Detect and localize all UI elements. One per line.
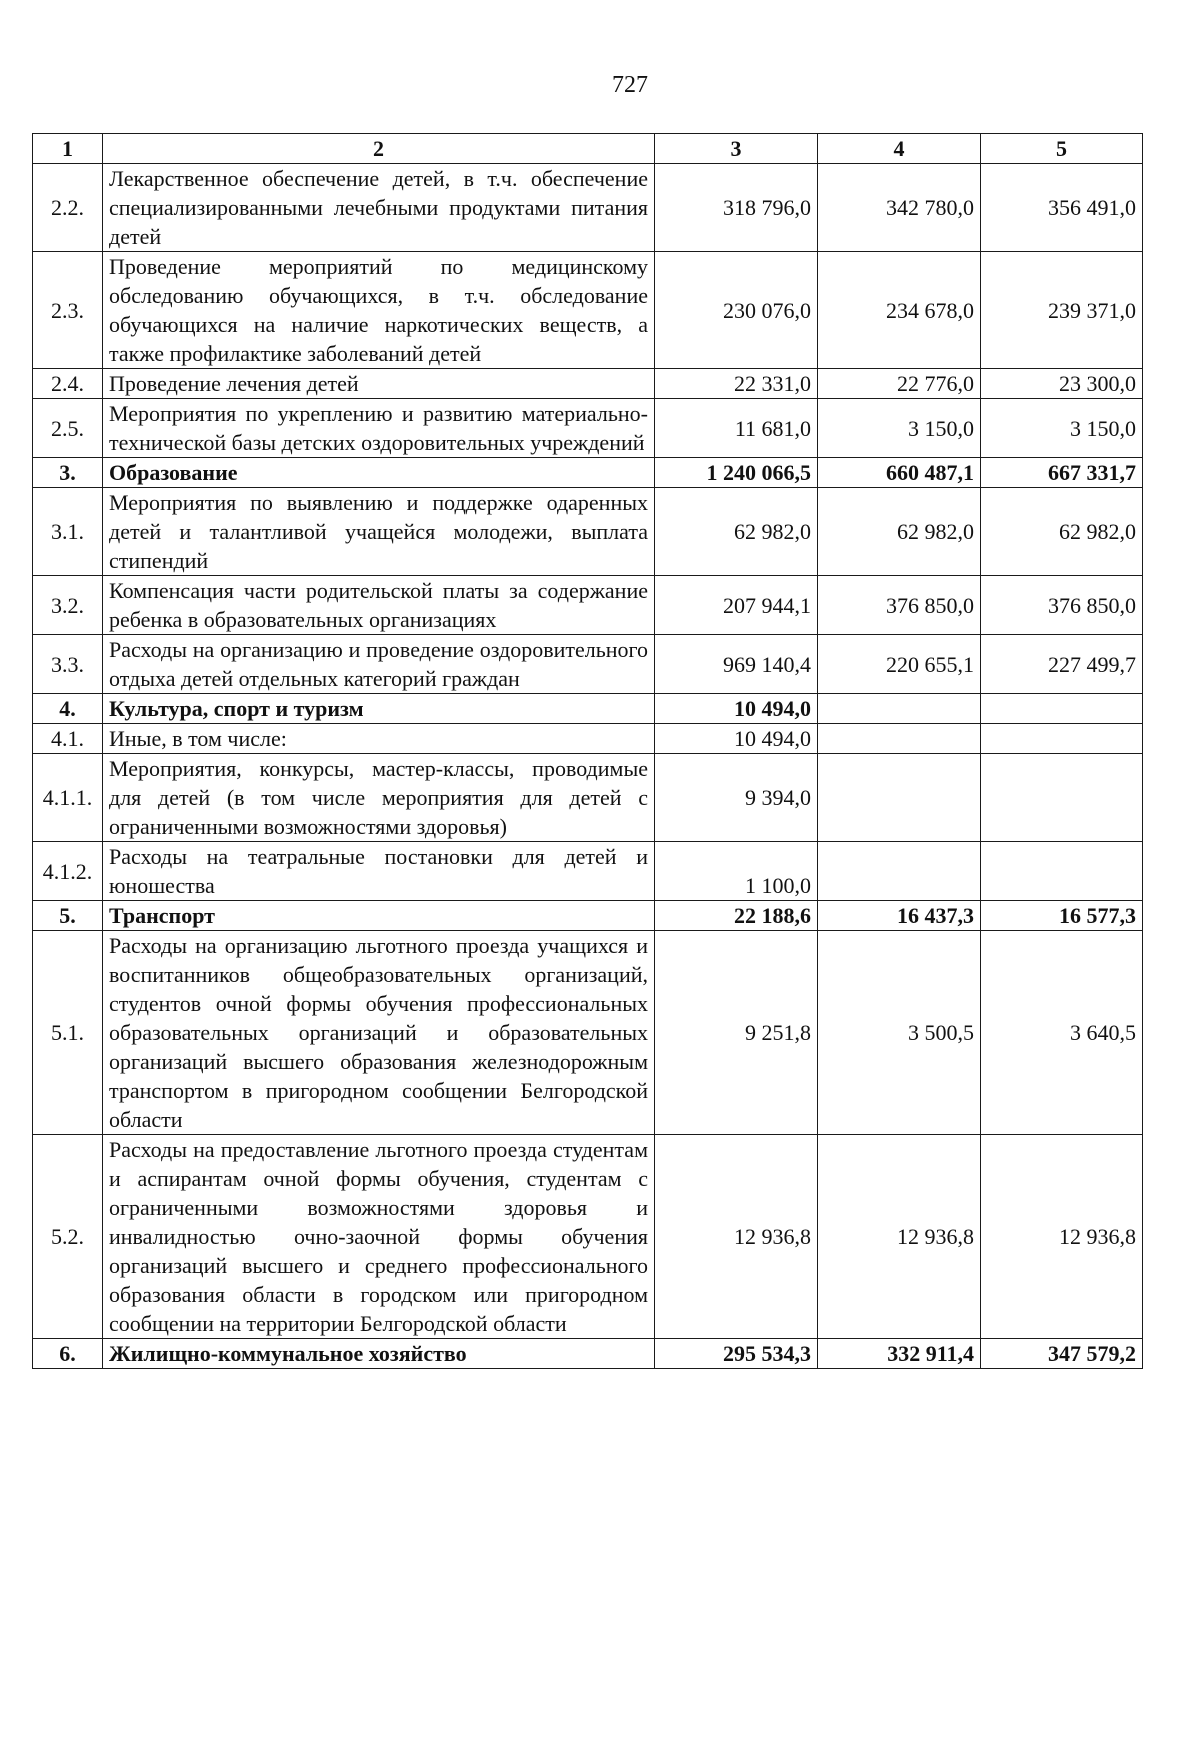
row-value-col3: 1 100,0 [655,842,818,901]
row-number: 2.3. [33,252,103,369]
section-total-col5: 667 331,7 [981,458,1143,488]
row-description: Мероприятия по выявлению и поддержке одаренных детей и талантливой учащейся молодежи, выплата стипендий [103,488,655,576]
section-number: 3. [33,458,103,488]
row-value-col4: 62 982,0 [818,488,981,576]
row-value-col3: 22 331,0 [655,369,818,399]
row-value-col3: 9 394,0 [655,754,818,842]
row-value-col4: 234 678,0 [818,252,981,369]
section-total-col3: 10 494,0 [655,694,818,724]
row-value-col5: 3 640,5 [981,931,1143,1135]
header-cell-1: 1 [33,134,103,164]
row-value-col4: 3 500,5 [818,931,981,1135]
row-number: 5.2. [33,1135,103,1339]
row-description: Проведение мероприятий по медицинскому обследованию обучающихся, в т.ч. обследование обучающихся на наличие наркотических веществ, а также профилактике заболеваний детей [103,252,655,369]
row-value-col4: 376 850,0 [818,576,981,635]
row-description: Лекарственное обеспечение детей, в т.ч. обеспечение специализированными лечебными продуктами питания детей [103,164,655,252]
header-row [33,134,1143,164]
section-total-col5 [981,694,1143,724]
header-cell-2: 2 [103,134,655,164]
row-number: 4.1.2. [33,842,103,901]
row-value-col4: 3 150,0 [818,399,981,458]
row-number: 3.1. [33,488,103,576]
row-value-col4 [818,724,981,754]
table-row [33,576,1143,635]
row-value-col3: 62 982,0 [655,488,818,576]
row-value-col3: 10 494,0 [655,724,818,754]
row-value-col3: 318 796,0 [655,164,818,252]
row-value-col3: 11 681,0 [655,399,818,458]
row-value-col5: 227 499,7 [981,635,1143,694]
table-row [33,164,1143,252]
row-value-col3: 207 944,1 [655,576,818,635]
row-number: 4.1. [33,724,103,754]
section-title: Образование [103,458,655,488]
row-value-col3: 12 936,8 [655,1135,818,1339]
row-value-col3: 969 140,4 [655,635,818,694]
budget-table [32,133,1143,1369]
row-value-col3: 9 251,8 [655,931,818,1135]
section-title: Жилищно-коммунальное хозяйство [103,1339,655,1369]
row-description: Мероприятия по укреплению и развитию материально-технической базы детских оздоровительных учреждений [103,399,655,458]
section-total-col4 [818,694,981,724]
row-value-col5: 239 371,0 [981,252,1143,369]
section-number: 5. [33,901,103,931]
section-row [33,694,1143,724]
section-total-col3: 1 240 066,5 [655,458,818,488]
row-value-col5: 12 936,8 [981,1135,1143,1339]
section-total-col4: 332 911,4 [818,1339,981,1369]
row-value-col5 [981,754,1143,842]
header-cell-4: 4 [818,134,981,164]
section-total-col4: 16 437,3 [818,901,981,931]
row-value-col4: 12 936,8 [818,1135,981,1339]
table-row [33,635,1143,694]
section-total-col4: 660 487,1 [818,458,981,488]
row-value-col5 [981,842,1143,901]
row-value-col4 [818,842,981,901]
row-value-col5: 356 491,0 [981,164,1143,252]
table-row [33,488,1143,576]
section-row [33,901,1143,931]
section-total-col3: 22 188,6 [655,901,818,931]
section-total-col5: 16 577,3 [981,901,1143,931]
table-row [33,399,1143,458]
section-title: Культура, спорт и туризм [103,694,655,724]
row-value-col4: 220 655,1 [818,635,981,694]
row-description: Расходы на театральные постановки для детей и юношества [103,842,655,901]
header-cell-5: 5 [981,134,1143,164]
table-row [33,724,1143,754]
row-description: Расходы на предоставление льготного проезда студентам и аспирантам очной формы обучения, студентам с ограниченными возможностями здоровья и инвалидностью очно-заочной формы обучения организаций высшего и среднего профессионального образования области в городском или пригородном сообщении на территории Белгородской области [103,1135,655,1339]
row-number: 2.2. [33,164,103,252]
row-value-col3: 230 076,0 [655,252,818,369]
section-total-col5: 347 579,2 [981,1339,1143,1369]
section-number: 6. [33,1339,103,1369]
row-value-col5: 62 982,0 [981,488,1143,576]
table-row [33,252,1143,369]
page-number: 727 [612,72,648,98]
row-value-col4: 342 780,0 [818,164,981,252]
row-description: Мероприятия, конкурсы, мастер-классы, проводимые для детей (в том числе мероприятия для детей с ограниченными возможностями здоровья) [103,754,655,842]
row-description: Расходы на организацию льготного проезда учащихся и воспитанников общеобразовательных организаций, студентов очной формы обучения профессиональных образовательных организаций и образовательных организаций высшего образования железнодорожным транспортом в пригородном сообщении Белгородской области [103,931,655,1135]
row-value-col5: 23 300,0 [981,369,1143,399]
section-title: Транспорт [103,901,655,931]
row-value-col5 [981,724,1143,754]
table-row [33,931,1143,1135]
header-cell-3: 3 [655,134,818,164]
row-value-col5: 3 150,0 [981,399,1143,458]
row-value-col4: 22 776,0 [818,369,981,399]
section-number: 4. [33,694,103,724]
row-number: 3.3. [33,635,103,694]
row-number: 2.5. [33,399,103,458]
section-row [33,458,1143,488]
section-total-col3: 295 534,3 [655,1339,818,1369]
row-number: 5.1. [33,931,103,1135]
table-row [33,1135,1143,1339]
table-row [33,842,1143,901]
row-number: 2.4. [33,369,103,399]
row-description: Иные, в том числе: [103,724,655,754]
row-description: Компенсация части родительской платы за содержание ребенка в образовательных организациях [103,576,655,635]
row-description: Расходы на организацию и проведение оздоровительного отдыха детей отдельных категорий граждан [103,635,655,694]
table-row [33,754,1143,842]
section-row [33,1339,1143,1369]
table-row [33,369,1143,399]
row-value-col5: 376 850,0 [981,576,1143,635]
row-description: Проведение лечения детей [103,369,655,399]
row-value-col4 [818,754,981,842]
row-number: 4.1.1. [33,754,103,842]
row-number: 3.2. [33,576,103,635]
